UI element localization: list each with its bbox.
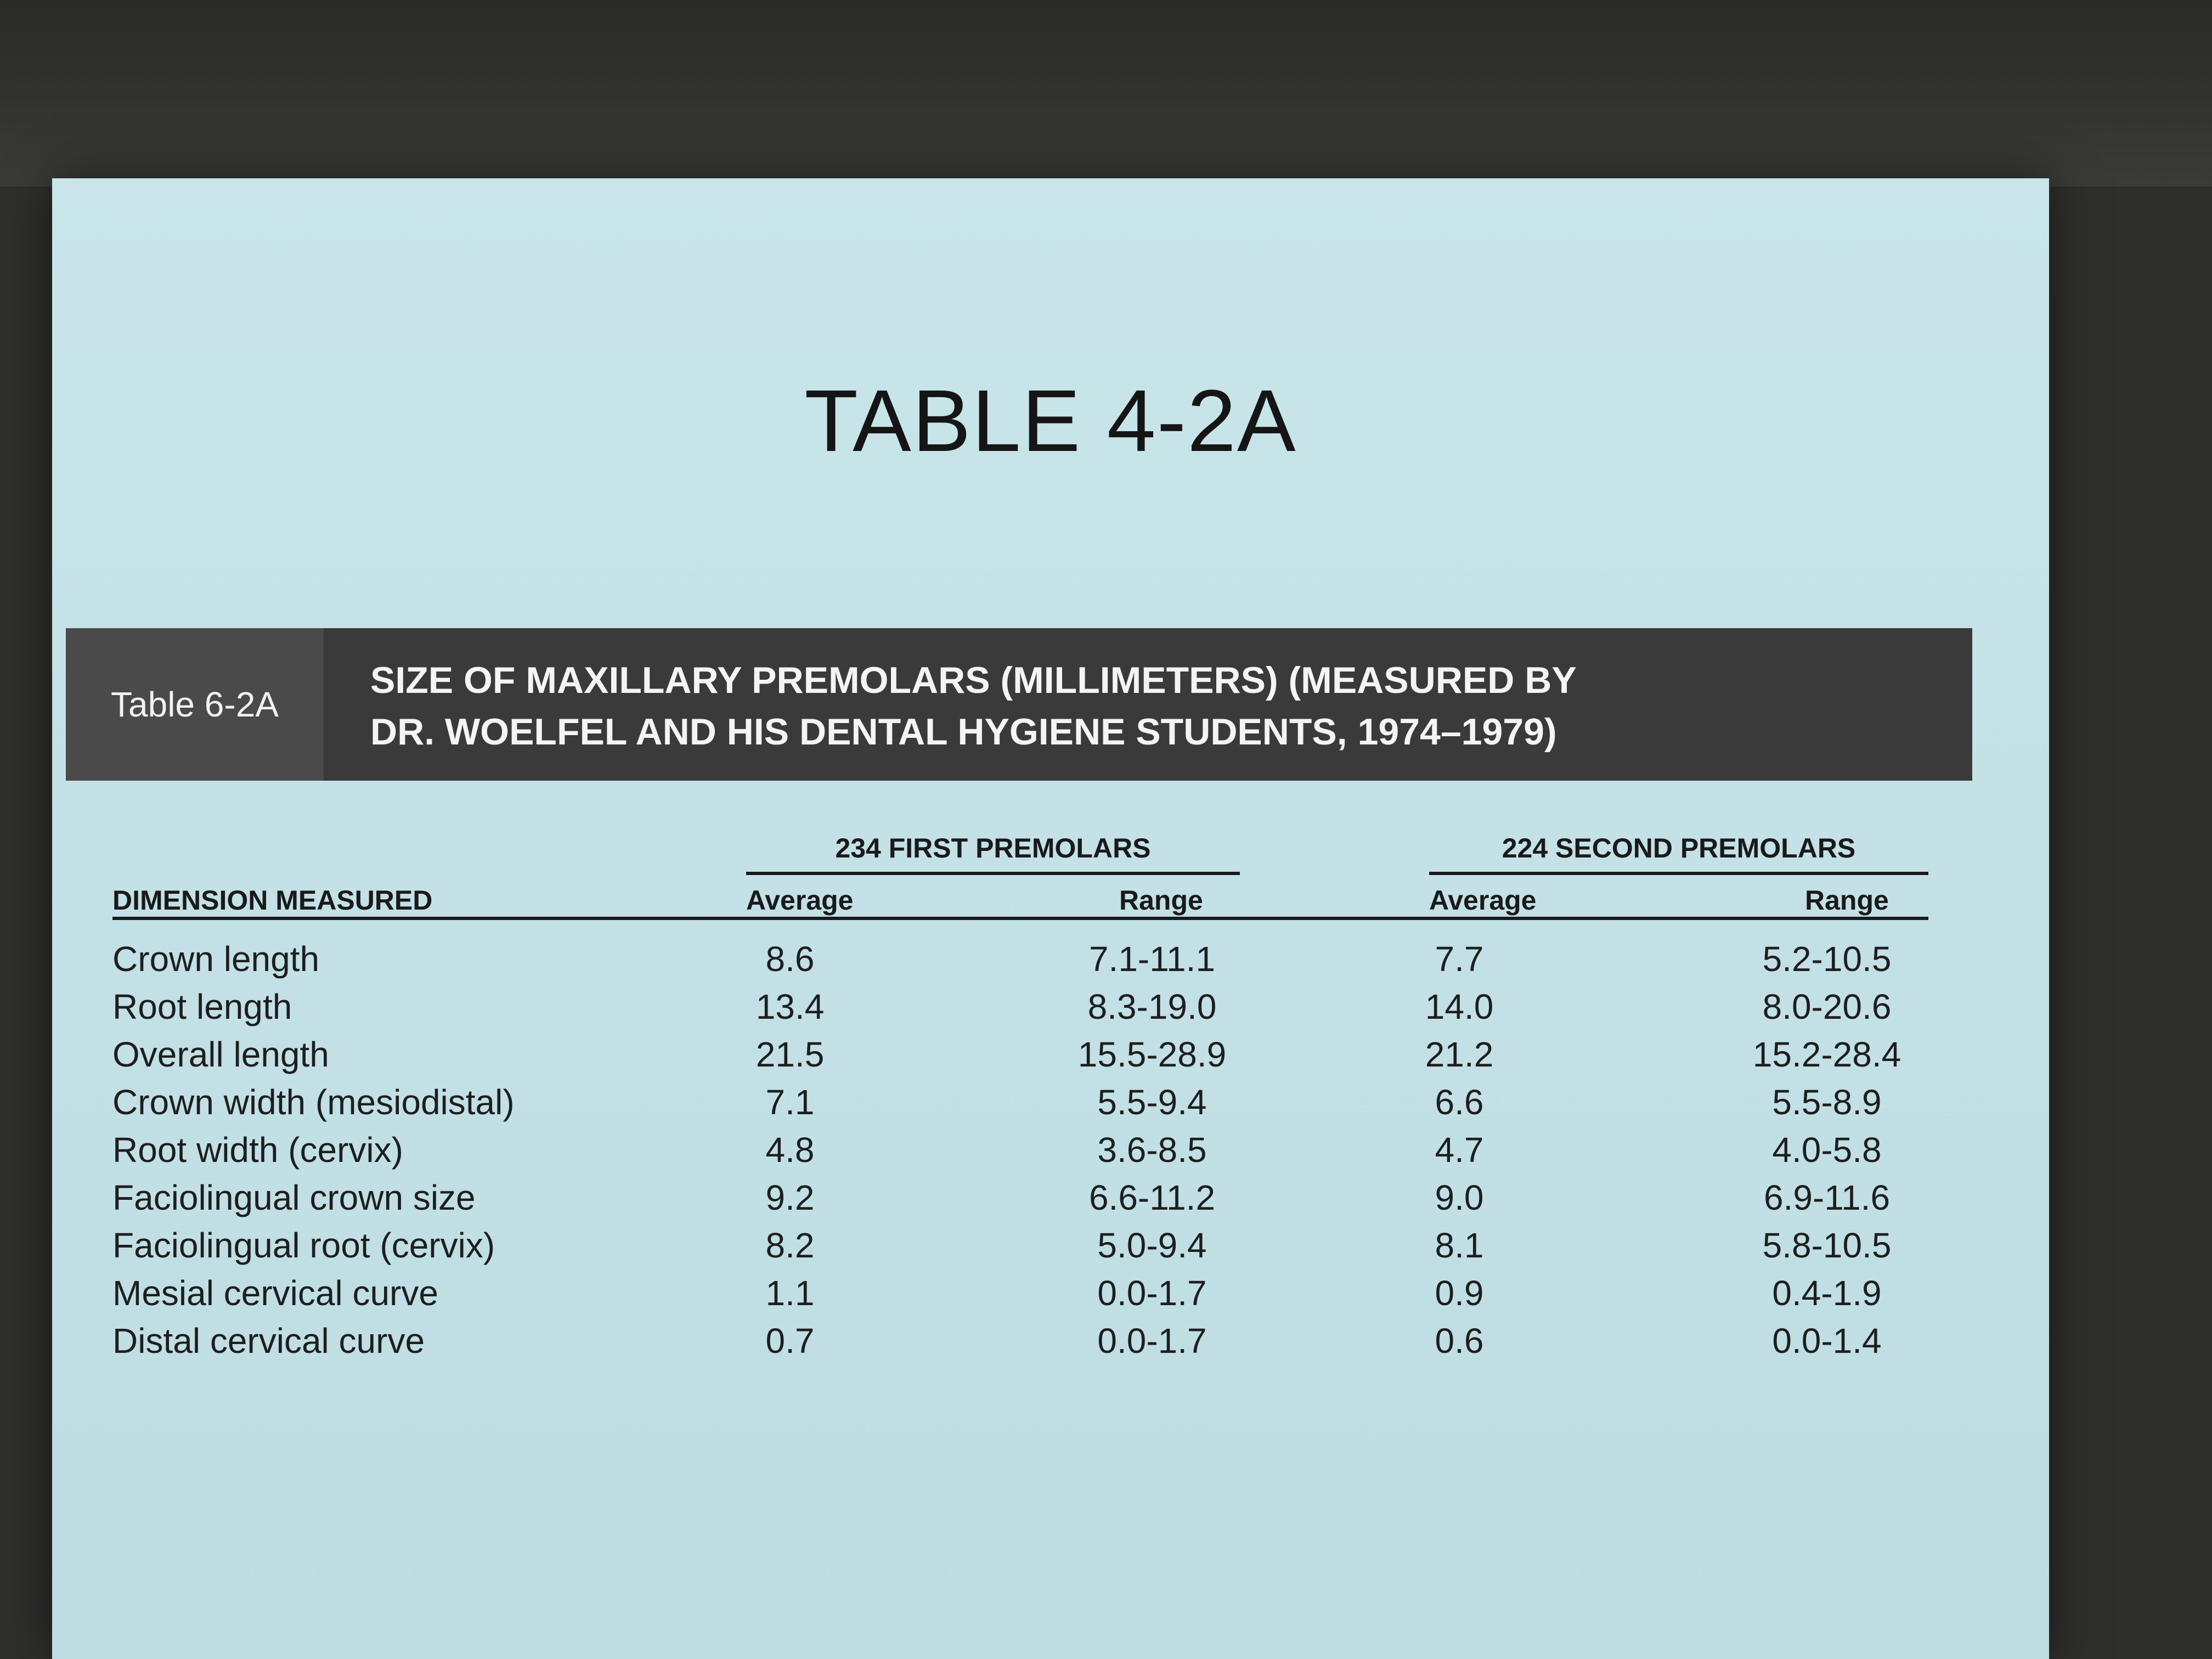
second-average: 21.2 xyxy=(1425,1035,1494,1074)
second-range: 6.9-11.6 xyxy=(1763,1178,1891,1217)
first-average: 9.2 xyxy=(765,1178,815,1217)
first-range: 5.0-9.4 xyxy=(1097,1226,1207,1265)
second-average: 14.0 xyxy=(1425,987,1494,1026)
slide-title: TABLE 4-2A xyxy=(804,371,1297,470)
table-caption-line-1: SIZE OF MAXILLARY PREMOLARS (MILLIMETERS) (MEASURED BY xyxy=(370,659,1577,701)
first-range: 7.1-11.1 xyxy=(1088,939,1216,979)
second-average: 9.0 xyxy=(1435,1178,1484,1217)
second-range: 5.5-8.9 xyxy=(1772,1082,1882,1122)
first-average: 13.4 xyxy=(755,987,825,1026)
dimension-label: Distal cervical curve xyxy=(112,1321,425,1361)
first-range: 0.0-1.7 xyxy=(1097,1321,1207,1361)
first-average: 1.1 xyxy=(765,1273,815,1313)
table-banner xyxy=(66,628,1972,781)
dimension-label: Faciolingual root (cervix) xyxy=(112,1226,495,1265)
first-average: 0.7 xyxy=(765,1321,815,1361)
second-average: 6.6 xyxy=(1435,1082,1484,1122)
second-average: 8.1 xyxy=(1435,1226,1484,1265)
table-row xyxy=(52,935,2049,983)
first-range-header: Range xyxy=(1119,885,1203,916)
projected-slide xyxy=(52,178,2049,1659)
first-average: 4.8 xyxy=(765,1130,815,1170)
second-average: 7.7 xyxy=(1435,939,1484,979)
first-range: 3.6-8.5 xyxy=(1097,1130,1207,1170)
projection-wall xyxy=(0,0,2212,187)
table-row xyxy=(52,1222,2049,1269)
second-range: 4.0-5.8 xyxy=(1772,1130,1882,1170)
first-average: 8.2 xyxy=(765,1226,815,1265)
second-premolars-header: 224 SECOND PREMOLARS xyxy=(1429,832,1928,875)
table-row xyxy=(52,1317,2049,1365)
table-row xyxy=(52,1079,2049,1126)
table-row xyxy=(52,1126,2049,1174)
dimension-measured-header: DIMENSION MEASURED xyxy=(112,885,433,916)
first-range: 5.5-9.4 xyxy=(1097,1082,1207,1122)
table-row xyxy=(52,1031,2049,1079)
first-range: 8.3-19.0 xyxy=(1087,987,1217,1026)
second-average: 4.7 xyxy=(1435,1130,1484,1170)
first-average: 21.5 xyxy=(755,1035,825,1074)
table-caption xyxy=(370,654,1934,758)
table-row xyxy=(52,1174,2049,1222)
dimension-label: Mesial cervical curve xyxy=(112,1273,438,1313)
first-average: 8.6 xyxy=(765,939,815,979)
second-range-header: Range xyxy=(1805,885,1889,916)
second-range: 15.2-28.4 xyxy=(1752,1035,1901,1074)
table-number: Table 6-2A xyxy=(66,628,324,781)
first-average-header: Average xyxy=(746,885,854,916)
dimension-label: Root length xyxy=(112,987,292,1026)
first-range: 6.6-11.2 xyxy=(1088,1178,1216,1217)
dimension-label: Overall length xyxy=(112,1035,329,1074)
first-range: 15.5-28.9 xyxy=(1077,1035,1227,1074)
table-row xyxy=(52,983,2049,1031)
first-average: 7.1 xyxy=(765,1082,815,1122)
table-caption-line-2: DR. WOELFEL AND HIS DENTAL HYGIENE STUDENTS, 1974–1979) xyxy=(370,711,1557,753)
dimension-label: Root width (cervix) xyxy=(112,1130,403,1170)
second-average-header: Average xyxy=(1429,885,1537,916)
first-premolars-header: 234 FIRST PREMOLARS xyxy=(746,832,1240,875)
second-average: 0.9 xyxy=(1435,1273,1484,1313)
dimension-label: Faciolingual crown size xyxy=(112,1178,476,1217)
table-row xyxy=(52,1269,2049,1317)
second-range: 0.4-1.9 xyxy=(1772,1273,1882,1313)
second-range: 0.0-1.4 xyxy=(1772,1321,1882,1361)
first-range: 0.0-1.7 xyxy=(1097,1273,1207,1313)
second-average: 0.6 xyxy=(1435,1321,1484,1361)
second-range: 5.8-10.5 xyxy=(1762,1226,1892,1265)
dimension-label: Crown width (mesiodistal) xyxy=(112,1082,515,1122)
dimension-label: Crown length xyxy=(112,939,320,979)
second-range: 5.2-10.5 xyxy=(1762,939,1892,979)
second-range: 8.0-20.6 xyxy=(1762,987,1892,1026)
header-rule xyxy=(112,917,1928,920)
